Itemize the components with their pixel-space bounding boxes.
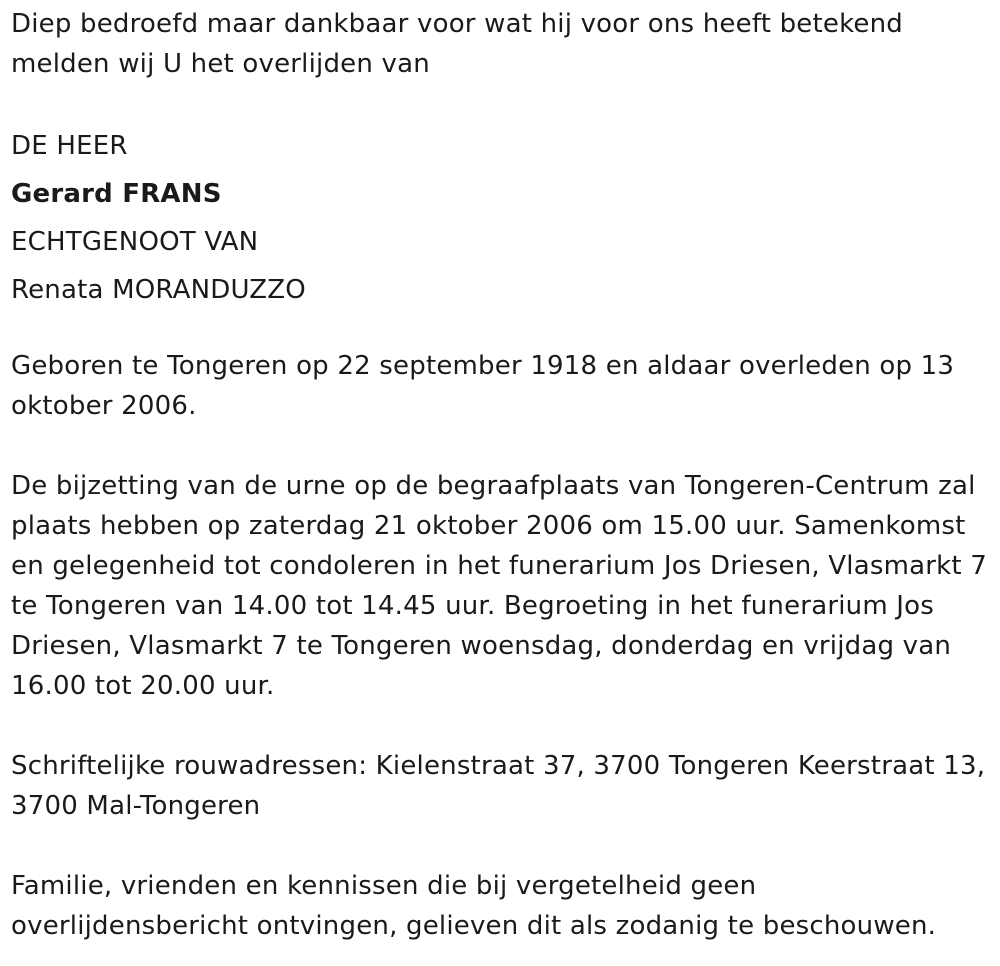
birth-death-text: Geboren te Tongeren op 22 september 1918 en aldaar overleden op 13 oktober 2006. — [11, 351, 955, 421]
spacer — [11, 706, 991, 746]
title-text: DE HEER — [11, 131, 128, 161]
spacer — [11, 84, 991, 122]
ceremony-text: De bijzetting van de urne op de begraafplaats van Tongeren-Centrum zal plaats hebben op zaterdag 21 oktober 2006 om 15.00 uur. Samenkomst en gelegenheid tot condoleren in het funerarium Jos Driesen, Vlasmarkt 7 te Tongeren van 14.00 tot 14.45 uur. Begroeting in het funerarium Jos Driesen, Vlasmarkt 7 te Tongeren woensdag, donderdag en vrijdag van 16.00 tot 20.00 uur. — [11, 471, 988, 701]
closing-text: Familie, vrienden en kennissen die bij vergetelheid geen overlijdensbericht ontvingen, gelieven dit als zodanig te beschouwen. — [11, 871, 937, 941]
spouse-name: Renata MORANDUZZO — [11, 275, 306, 305]
intro-text: Diep bedroefd maar dankbaar voor wat hij voor ons heeft betekend melden wij U het overlijden van — [11, 9, 903, 79]
spacer — [11, 426, 991, 466]
deceased-name: Gerard FRANS — [11, 179, 222, 209]
spouse-label: ECHTGENOOT VAN — [11, 227, 259, 257]
spacer — [11, 826, 991, 866]
obituary-notice — [11, 4, 991, 946]
addresses-text: Schriftelijke rouwadressen: Kielenstraat 37, 3700 Tongeren Keerstraat 13, 3700 Mal-Tongeren — [11, 751, 986, 821]
spacer — [11, 314, 991, 346]
